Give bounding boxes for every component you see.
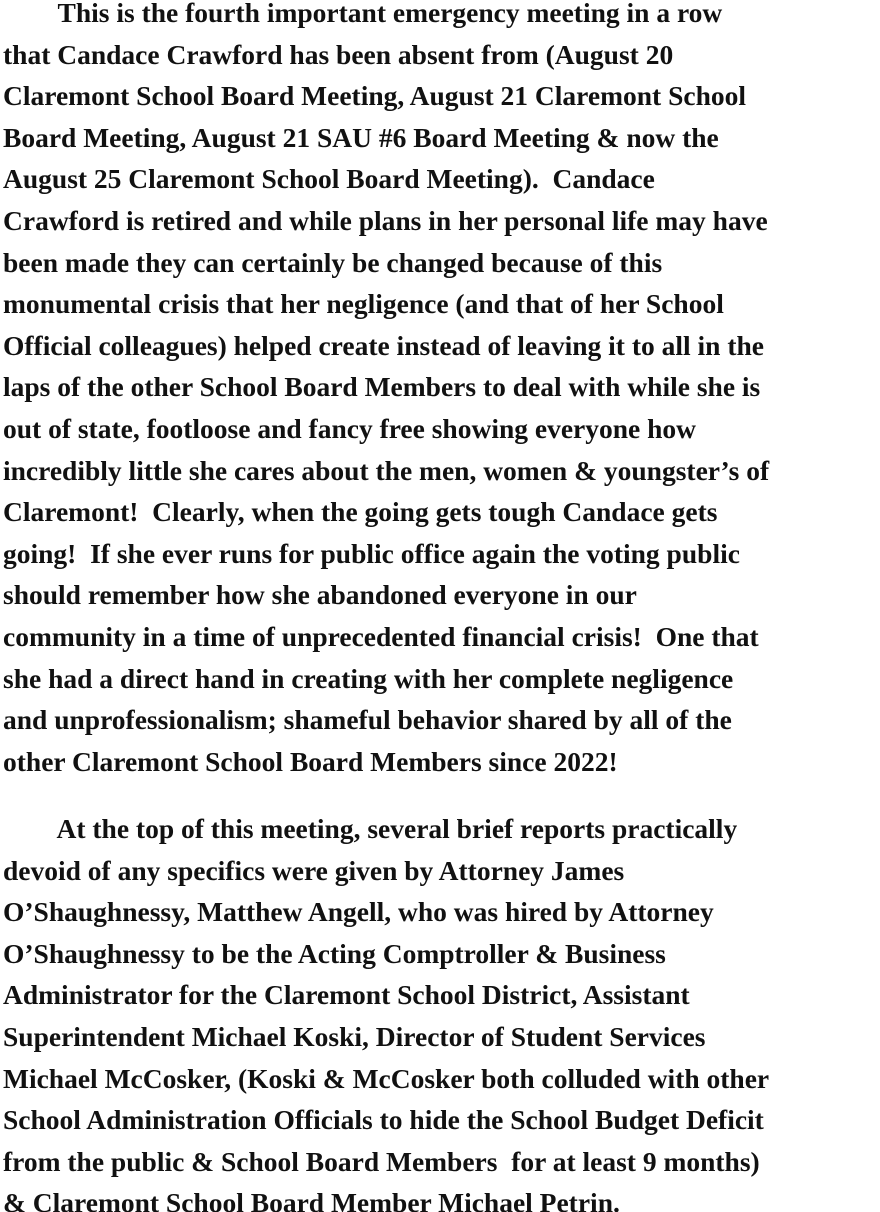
text-line: O’Shaughnessy to be the Acting Comptroller & Business — [3, 937, 666, 969]
text-line: monumental crisis that her negligence (and that of her School — [3, 288, 724, 320]
text-line: going! If she ever runs for public office again the voting public — [3, 537, 740, 569]
text-line: laps of the other School Board Members to deal with while she is — [3, 371, 761, 403]
paragraph-absence — [3, 0, 880, 782]
text-line: that Candace Crawford has been absent from (August 20 — [3, 38, 674, 70]
text-line: Official colleagues) helped create instead of leaving it to all in the — [3, 329, 764, 361]
text-line: should remember how she abandoned everyone in our — [3, 579, 637, 611]
text-line: other Claremont School Board Members since 2022! — [3, 745, 618, 777]
text-line: from the public & School Board Members for at least 9 months) — [3, 1145, 760, 1177]
text-line: Board Meeting, August 21 SAU #6 Board Meeting & now the — [3, 121, 719, 153]
text-line: School Administration Officials to hide the School Budget Deficit — [3, 1104, 764, 1136]
text-line: This is the fourth important emergency meeting in a row — [3, 0, 723, 28]
text-line: Claremont School Board Meeting, August 21 Claremont School — [3, 80, 747, 112]
text-line: & Claremont School Board Member Michael Petrin. — [3, 1187, 620, 1212]
text-line: Michael McCosker, (Koski & McCosker both colluded with other — [3, 1062, 770, 1094]
text-line: and unprofessionalism; shameful behavior shared by all of the — [3, 704, 732, 736]
text-line: she had a direct hand in creating with her complete negligence — [3, 662, 734, 694]
text-line: Claremont! Clearly, when the going gets tough Candace gets — [3, 496, 718, 528]
text-line: August 25 Claremont School Board Meeting). Candace — [3, 163, 655, 195]
text-line: At the top of this meeting, several brief reports practically — [3, 813, 738, 844]
text-line: incredibly little she cares about the men, women & youngster’s of — [3, 454, 770, 486]
text-line: Crawford is retired and while plans in her personal life may have — [3, 204, 768, 236]
text-line: O’Shaughnessy, Matthew Angell, who was hired by Attorney — [3, 896, 714, 928]
text-line: community in a time of unprecedented financial crisis! One that — [3, 620, 759, 652]
text-line: been made they can certainly be changed because of this — [3, 246, 663, 278]
text-line: Administrator for the Claremont School District, Assistant — [3, 979, 690, 1011]
text-line: out of state, footloose and fancy free showing everyone how — [3, 412, 697, 444]
paragraph-meeting-reports — [3, 808, 880, 1212]
text-line: devoid of any specifics were given by Attorney James — [3, 854, 625, 886]
text-line: Superintendent Michael Koski, Director of Student Services — [3, 1020, 706, 1052]
